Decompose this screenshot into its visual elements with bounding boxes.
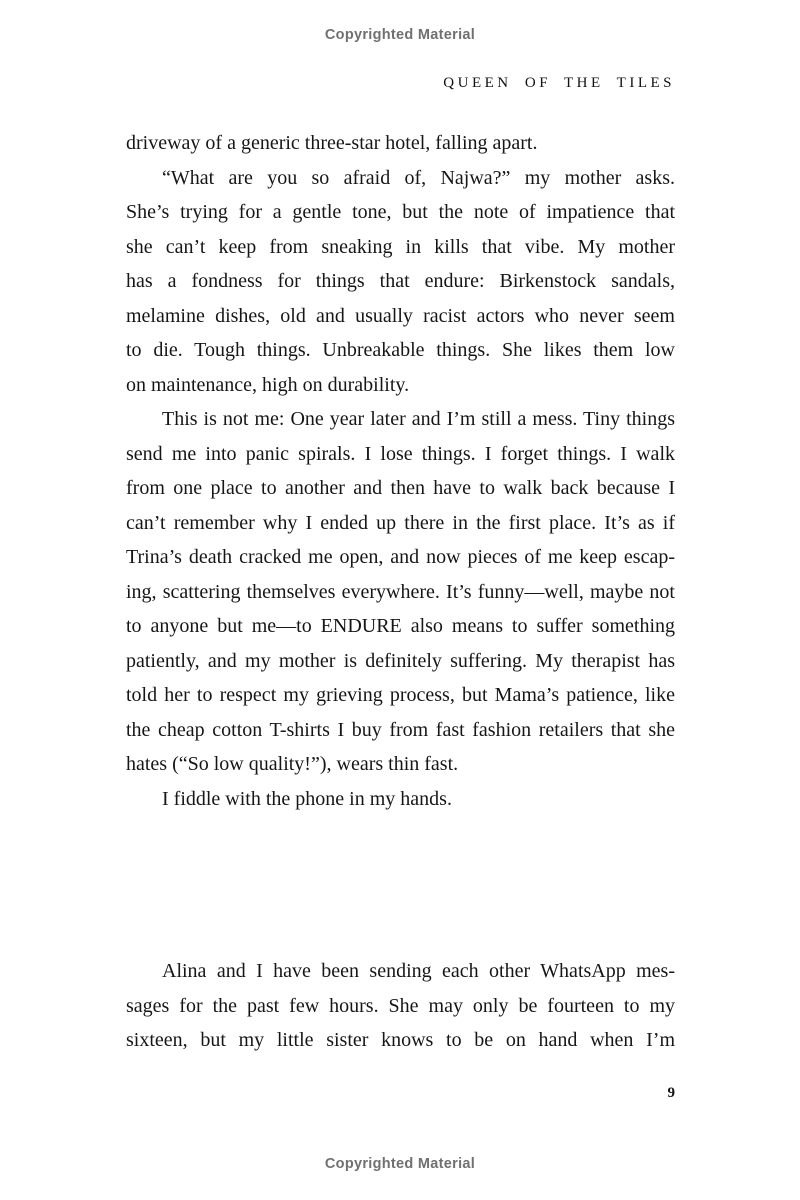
running-head-book-title: QUEEN OF THE TILES bbox=[443, 75, 675, 91]
body-line: sixteen, but my little sister knows to be on hand when I’m bbox=[126, 1029, 675, 1051]
body-line: ing, scattering themselves everywhere. It’s funny—well, maybe not bbox=[126, 580, 675, 603]
body-line: she can’t keep from sneaking in kills that vibe. My mother bbox=[126, 235, 675, 258]
copyright-watermark-top: Copyrighted Material bbox=[324, 27, 476, 43]
body-line: melamine dishes, old and usually racist actors who never seem bbox=[126, 304, 675, 327]
body-line: send me into panic spirals. I lose things. I forget things. I walk bbox=[126, 442, 675, 465]
body-line: patiently, and my mother is definitely suffering. My therapist has bbox=[126, 649, 675, 672]
blank-line bbox=[126, 920, 675, 955]
body-line: sages for the past few hours. She may only be fourteen to my bbox=[126, 994, 675, 1017]
body-line: I fiddle with the phone in my hands. bbox=[162, 787, 452, 810]
blank-line bbox=[126, 816, 675, 851]
copyright-watermark-bottom: Copyrighted Material bbox=[324, 1156, 476, 1172]
message-line-me bbox=[126, 851, 675, 886]
body-line: hates (“So low quality!”), wears thin fast. bbox=[126, 753, 459, 775]
body-line: told her to respect my grieving process, but Mama’s patience, like bbox=[126, 684, 675, 706]
body-line: has a fondness for things that endure: Birkenstock sandals, bbox=[126, 270, 675, 292]
body-line: from one place to another and then have to walk back because I bbox=[126, 477, 675, 499]
body-line: to die. Tough things. Unbreakable things. She likes them low bbox=[126, 339, 675, 361]
body-line: to anyone but me—to ENDURE also means to suffer something bbox=[126, 615, 675, 637]
body-line: “What are you so afraid of, Najwa?” my mother asks. bbox=[162, 166, 675, 189]
body-line: on maintenance, high on durability. bbox=[126, 373, 410, 396]
body-line: She’s trying for a gentle tone, but the note of impatience that bbox=[126, 201, 675, 223]
body-line: Trina’s death cracked me open, and now pieces of me keep escap- bbox=[126, 546, 675, 568]
body-line: This is not me: One year later and I’m still a mess. Tiny things bbox=[162, 408, 675, 430]
page-number: 9 bbox=[667, 1085, 675, 1101]
body-line: driveway of a generic three-star hotel, falling apart. bbox=[126, 132, 538, 154]
body-text-column bbox=[126, 126, 675, 1058]
body-line: Alina and I have been sending each other WhatsApp mes- bbox=[162, 960, 675, 982]
message-line-alina bbox=[126, 885, 675, 920]
body-line: the cheap cotton T-shirts I buy from fast fashion retailers that she bbox=[126, 718, 675, 741]
body-line: can’t remember why I ended up there in the first place. It’s as if bbox=[126, 511, 675, 534]
